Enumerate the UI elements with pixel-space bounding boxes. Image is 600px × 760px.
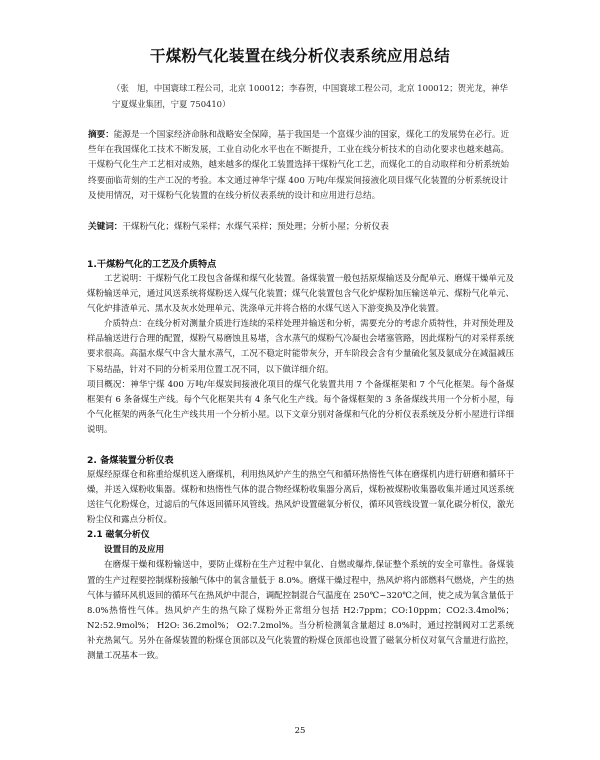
section-1-paragraph-project: 项目概况：神华宁煤 400 万吨/年煤炭间接液化项目的煤气化装置共用 7 个备煤框架和 7 个气化框架。每个备煤框架有 6 条备煤生产线。每个气化框架共有 4 条气化生产线。每个备煤框架的 3 条备煤线共用一个分析小屋，每个气化框架的两条气化生产线共用一个分析小屋。以下文章分别对备煤和气化的分析仪表系统及分析小屋进行详细说明。 — [87, 379, 514, 435]
abstract-label: 摘要： — [88, 130, 114, 140]
keywords-block — [88, 220, 513, 235]
section-1-paragraph-medium: 介质特点：在线分析对测量介质进行连续的采样处理并输送和分析，需要充分的考虑介质特性，并对预处理及样品输送进行合理的配置，煤粉气易磨蚀且易堵，含水蒸气的煤粉气冷凝也会堵塞管路，因此煤粉气的对采样系统要求很高。高温水煤气中含大量水蒸气，工况不稳定时能带灰分，开车阶段会含有少量硫化氢及氨成分在减温减压下易结晶，针对不同的分析采用位置工况不同，以下做详细介绍。 — [87, 319, 514, 375]
paper-title: 干煤粉气化装置在线分析仪表系统应用总结 — [149, 47, 451, 65]
section-spacer — [87, 438, 514, 453]
abstract-text: 能源是一个国家经济命脉和战略安全保障，基于我国是一个富煤少油的国家，煤化工的发展势在必行。近些年在我国煤化工技术不断发展，工业自动化水平也在不断提升，工业在线分析技术的自动化要求也越来越高。干煤粉气化生产工艺相对成熟，越来越多的煤化工装置选择干煤粉气化工艺，而煤化工的自动取样和分析系统始终要面临苛刻的生产工况的考验。本文通过神华宁煤 400 万吨/年煤炭间接液化项目煤气化装置的分析系统设计及使用情况，对干煤粉气化装置的在线分析仪表系统的设计和应用进行总结。 — [88, 130, 510, 201]
section-2-heading: 2. 备煤装置分析仪表 — [87, 455, 174, 467]
keywords-text: 干煤粉气化；煤粉气采样；水煤气采样；预处理；分析小屋；分析仪表 — [122, 222, 389, 232]
abstract-block — [88, 128, 513, 204]
section-2-1-paragraph: 在磨煤干燥和煤粉输送中，要防止煤粉在生产过程中氧化、自燃或爆炸,保证整个系统的安全可靠性。备煤装置的生产过程要控制煤粉接触气体中的氧含量低于 8.0%。磨煤干燥过程中，热风炉将内部燃料气燃烧，产生的热气体与循环风机返回的循环气在热风炉中混合，调配控制混合气温度在 250℃~320℃之间，使之成为氧含量低于 8.0%热惰性气体。热风炉产生的热气除了煤粉外正常组分包括 H2:7ppm；CO:10ppm；CO2:3.4mol%； N2:52.9mol%； H2O: 36.2mol%； O2:7.2mol%。当分析检测氧含量超过 8.0%时，通过控制阀对工艺系统补充热氮气。另外在备煤装置的粉煤仓顶部以及气化装置的粉煤仓顶部也设置了磁氧分析仪对氧气含量进行监控，测量工况基本一致。 — [87, 560, 514, 661]
section-1-paragraph-process: 工艺说明：干煤粉气化工段包含备煤和煤气化装置。备煤装置一般包括原煤输送及分配单元、磨煤干燥单元及煤粉输送单元，通过风送系统将煤粉送入煤气化装置；煤气化装置包含气化炉煤粉加压输送单元、煤粉气化单元、气化炉排渣单元、黑水及灰水处理单元、洗涤单元并将合格的水煤气送入下游变换及净化装置。 — [87, 274, 514, 315]
page-number: 25 — [294, 726, 306, 736]
section-2-paragraph: 原煤经原煤仓和称重给煤机送入磨煤机，利用热风炉产生的热空气和循环热惰性气体在磨煤机内进行研磨和循环干燥，并送入煤粉收集器。煤粉和热惰性气体的混合物经煤粉收集器分离后，煤粉被煤粉收集器收集并通过风送系统送往气化粉煤仓，过滤后的气体返回循环风管线。热风炉设置磁氧分析仪，循环风管线设置一氧化碳分析仪，激光粉尘仪和露点分析仪。 — [87, 470, 514, 526]
author-affiliations: （张 旭，中国寰球工程公司，北京 100012；李春贺，中国寰球工程公司，北京 100012；贺光龙，神华宁夏煤业集团，宁夏 750410） — [112, 83, 508, 109]
section-2-1-heading: 2.1 磁氧分析仪 — [87, 530, 150, 541]
paper-body — [87, 257, 514, 664]
keywords-label: 关键词： — [88, 222, 123, 232]
section-2-1-subheading: 设置目的及应用 — [104, 545, 165, 556]
section-1-heading: 1.干煤粉气化的工艺及介质特点 — [87, 259, 217, 270]
